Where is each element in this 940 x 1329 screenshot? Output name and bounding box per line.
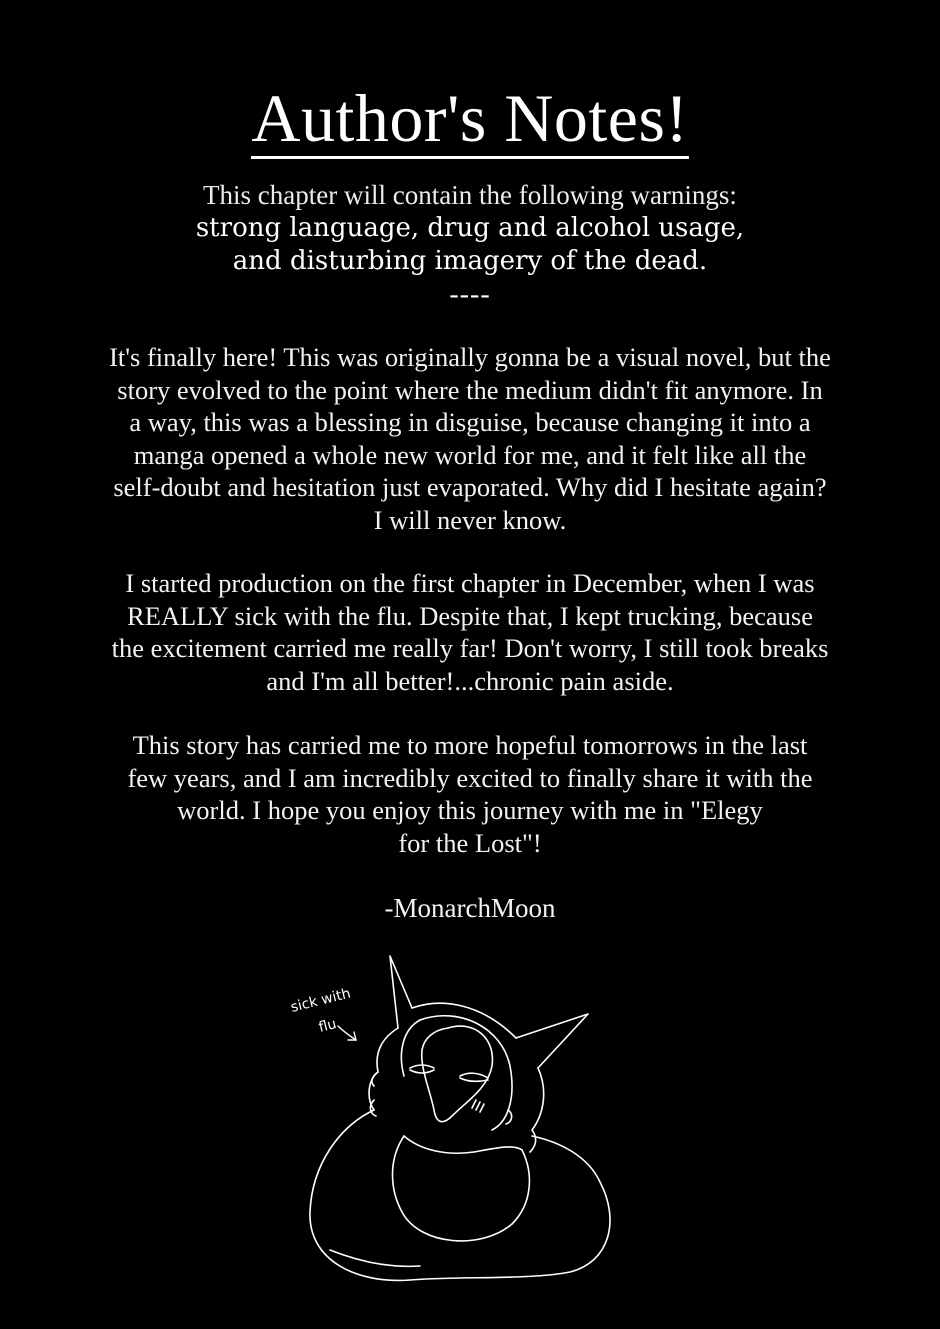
paragraph-line: the excitement carried me really far! Don't worry, I still took breaks	[111, 633, 829, 663]
paragraph-line: I will never know.	[373, 504, 567, 535]
paragraph-line: and I'm all better!...chronic pain aside.	[266, 665, 674, 696]
paragraph-line: I started production on the first chapter in December, when I was	[125, 568, 815, 598]
paragraph-production	[40, 567, 900, 697]
author-signature: -MonarchMoon	[384, 893, 556, 923]
paragraph-line: This story has carried me to more hopeful tomorrows in the last	[132, 730, 808, 760]
paragraph-line: It's finally here! This was originally gonna be a visual novel, but the	[109, 342, 831, 372]
section-divider: ----	[449, 279, 491, 310]
paragraph-closing	[40, 729, 900, 859]
paragraph-intro	[40, 341, 900, 536]
annotation-text: sick with	[289, 985, 353, 1016]
paragraph-line: for the Lost"!	[398, 827, 542, 858]
paragraph-line: a way, this was a blessing in disguise, because changing it into a	[129, 407, 811, 437]
paragraph-line: manga opened a whole new world for me, and it felt like all the	[133, 439, 807, 470]
paragraph-line: few years, and I am incredibly excited to finally share it with the	[127, 762, 813, 793]
warnings-line: strong language, drug and alcohol usage,	[195, 213, 745, 243]
annotation-text: flu	[317, 1016, 339, 1036]
paragraph-line: story evolved to the point where the medium didn't fit anymore. In	[117, 374, 823, 405]
sick-owl-illustration	[270, 950, 630, 1290]
owl-drawing-icon	[270, 950, 630, 1290]
page-title-text: Author's Notes!	[251, 80, 688, 159]
paragraph-line: REALLY sick with the flu. Despite that, I kept trucking, because	[127, 600, 813, 631]
warnings-list	[0, 212, 940, 278]
warnings-line: and disturbing imagery of the dead.	[232, 246, 708, 276]
warnings-intro: This chapter will contain the following warnings:	[203, 180, 737, 210]
page-title	[0, 78, 940, 158]
paragraph-line: world. I hope you enjoy this journey with me in "Elegy	[177, 795, 763, 825]
paragraph-line: self-doubt and hesitation just evaporated. Why did I hesitate again?	[113, 472, 827, 502]
